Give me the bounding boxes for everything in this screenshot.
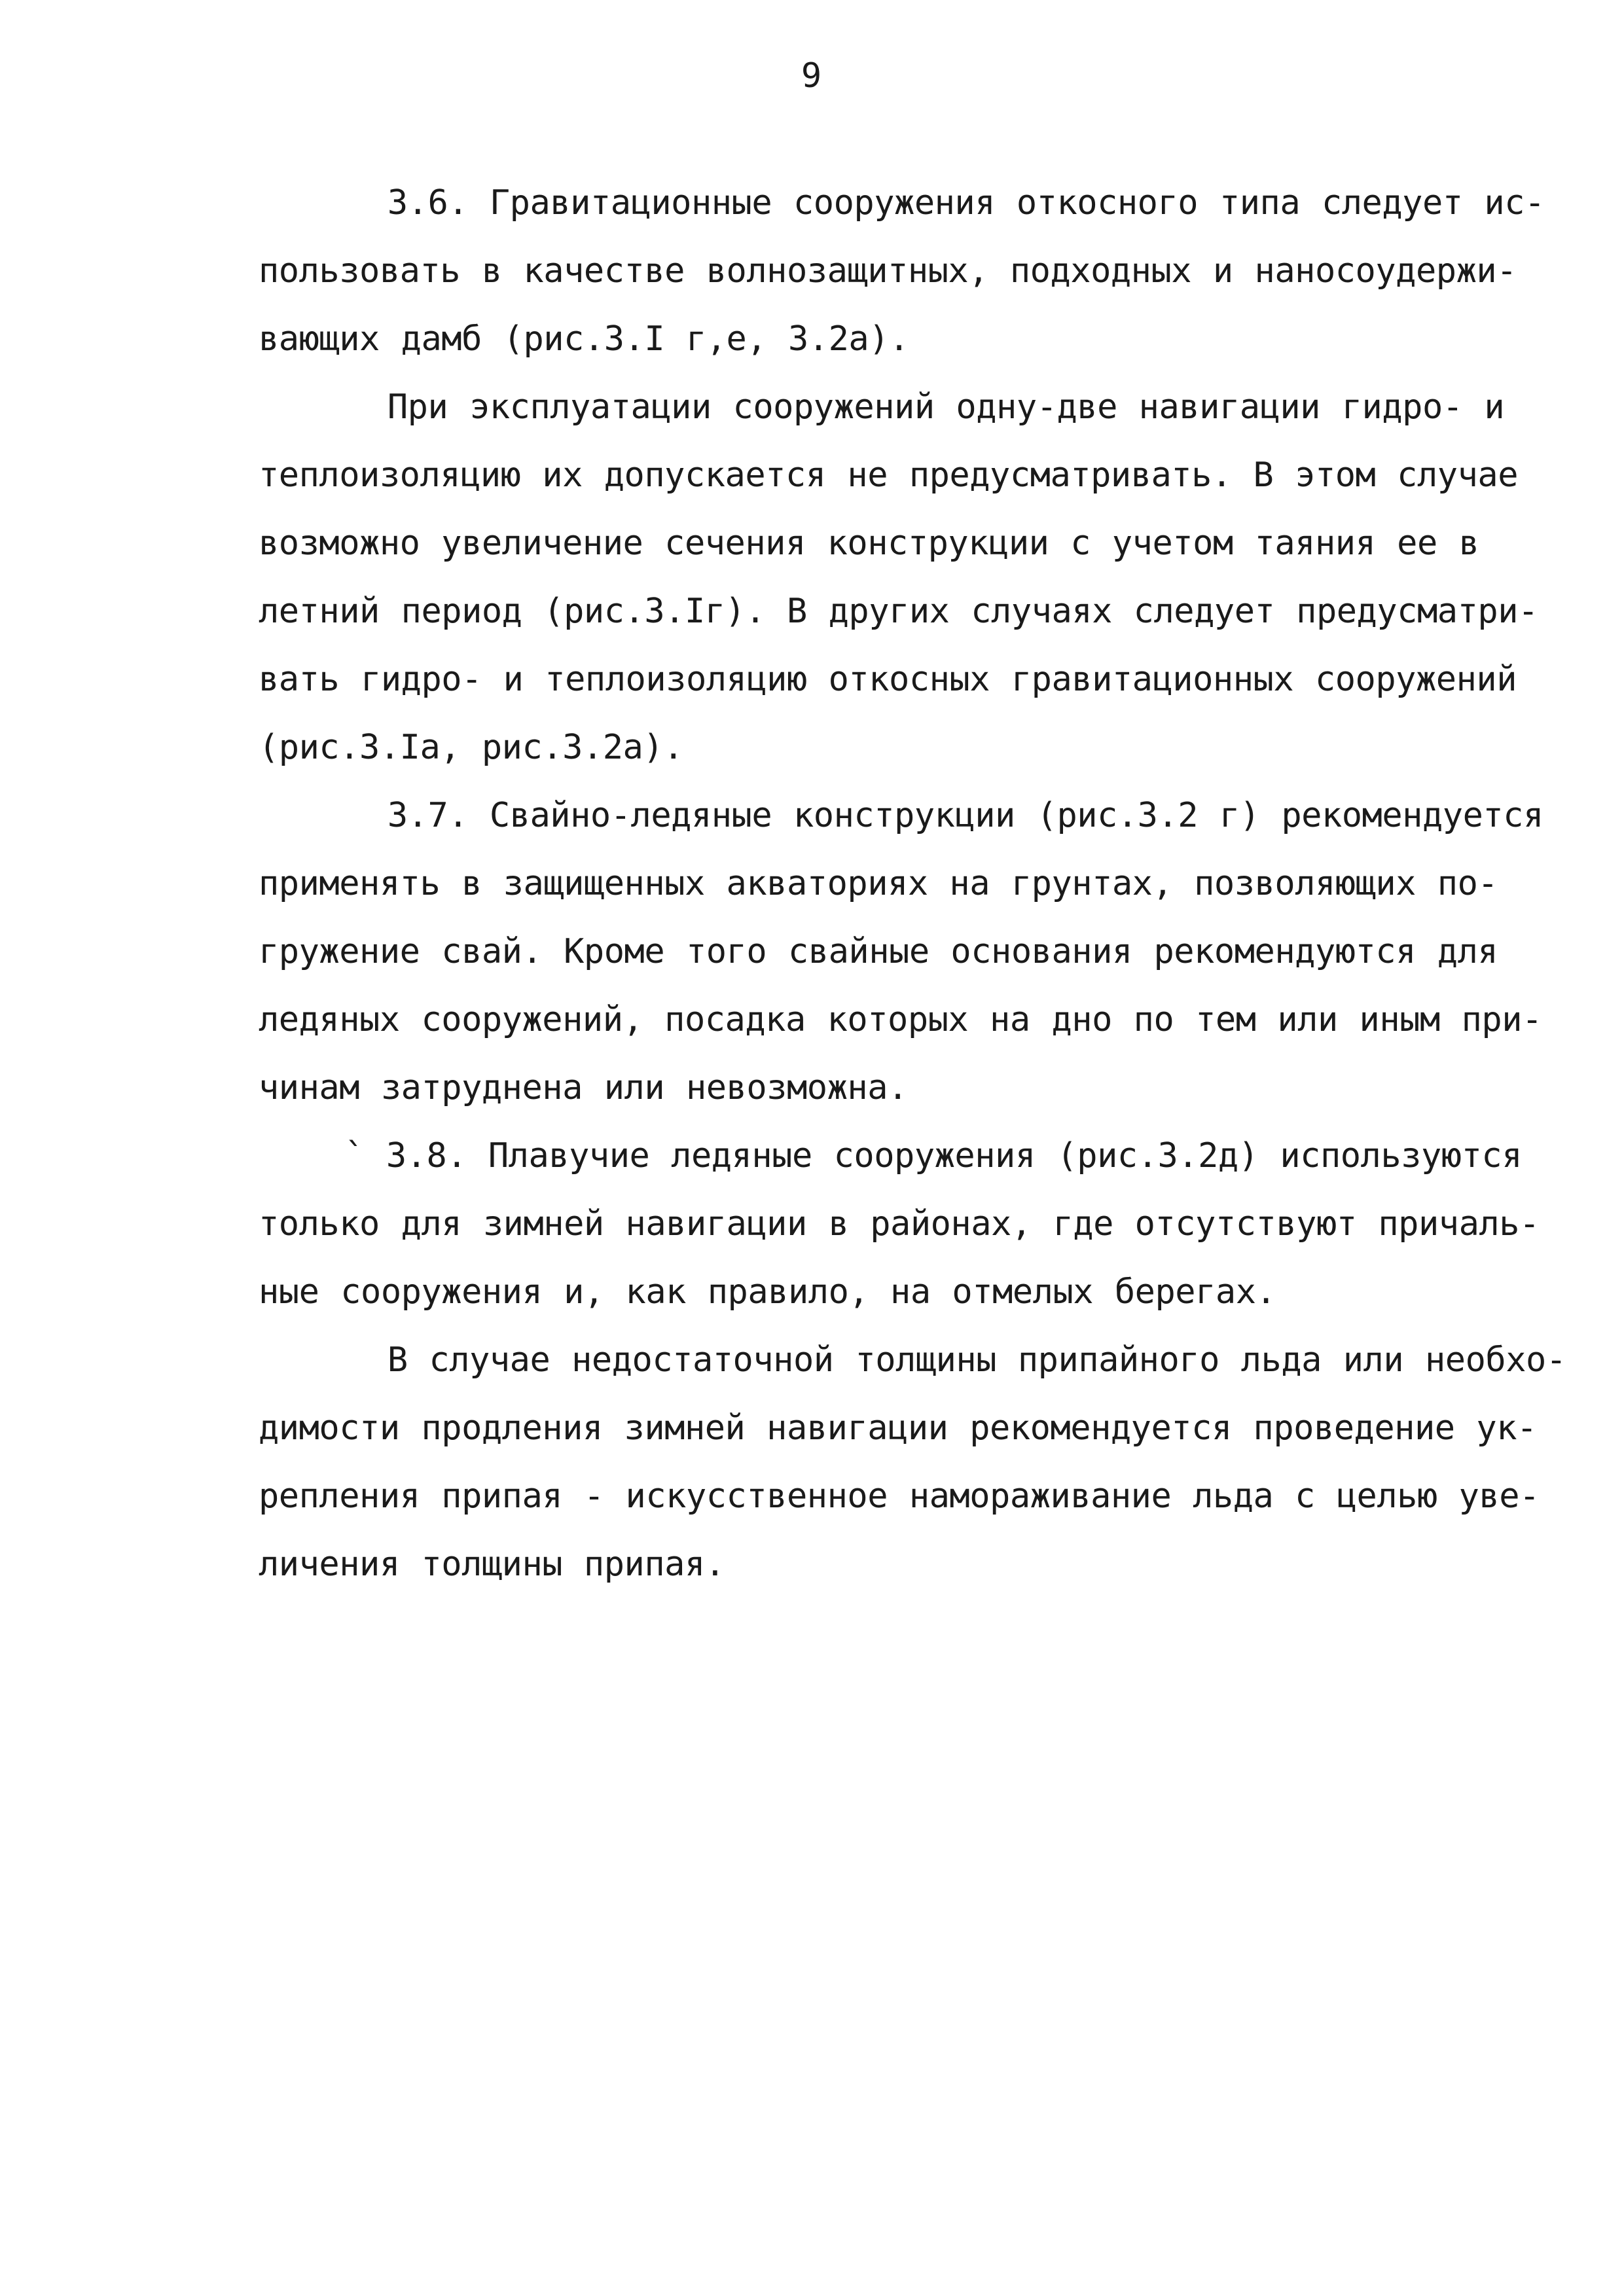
text-line: При эксплуатации сооружений одну-две навигации гидро- и (259, 387, 1505, 427)
paragraph-3-6 (259, 169, 1545, 373)
text-line: ` 3.8. Плавучие ледяные сооружения (рис.3.2д) используются (259, 1136, 1523, 1175)
text-line: ледяных сооружений, посадка которых на дно по тем или иным при- (259, 1000, 1542, 1039)
paragraph-ice-reinforcement (259, 1326, 1566, 1598)
text-line: (рис.3.Iа, рис.3.2а). (259, 728, 683, 767)
text-line: только для зимней навигации в районах, где отсутствуют причаль- (259, 1204, 1540, 1244)
document-body (259, 169, 1566, 1598)
text-line: ные сооружения и, как правило, на отмелых берегах. (259, 1272, 1276, 1312)
paragraph-3-7 (259, 781, 1543, 1122)
paragraph-operation (259, 373, 1538, 781)
text-line: теплоизоляцию их допускается не предусматривать. В этом случае (259, 456, 1519, 495)
text-line: 3.7. Свайно-ледяные конструкции (рис.3.2 г) рекомендуется (259, 796, 1543, 835)
text-line: вающих дамб (рис.3.I г,е, 3.2а). (259, 319, 909, 359)
paragraph-3-8 (259, 1122, 1540, 1326)
text-line: вать гидро- и теплоизоляцию откосных гравитационных сооружений (259, 660, 1517, 699)
text-line: 3.6. Гравитационные сооружения откосного типа следует ис- (259, 183, 1545, 223)
text-line: пользовать в качестве волнозащитных, подходных и наносоудержи- (259, 251, 1517, 291)
text-line: гружение свай. Кроме того свайные основания рекомендуются для (259, 932, 1498, 971)
text-line: летний период (рис.3.Iг). В других случаях следует предусматри- (259, 592, 1538, 631)
text-line: применять в защищенных акваториях на грунтах, позволяющих по- (259, 864, 1498, 903)
page-number: 9 (801, 56, 823, 96)
text-line: личения толщины припая. (259, 1545, 725, 1584)
text-line: чинам затруднена или невозможна. (259, 1068, 908, 1107)
text-line: димости продления зимней навигации рекомендуется проведение ук- (259, 1408, 1537, 1448)
text-line: репления припая - искусственное намораживание льда с целью уве- (259, 1477, 1540, 1516)
text-line: возможно увеличение сечения конструкции с учетом таяния ее в (259, 524, 1479, 563)
text-line: В случае недостаточной толщины припайного льда или необхо- (259, 1340, 1566, 1380)
